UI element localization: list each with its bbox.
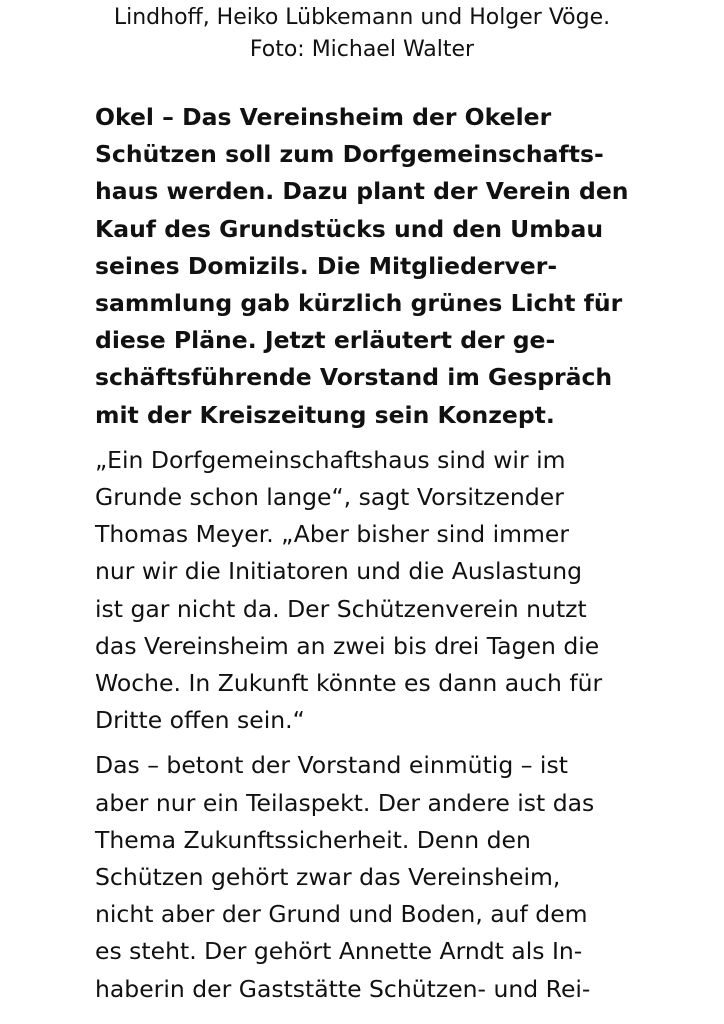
body-line: haberin der Gaststätte Schützen- und Rei- [95,974,591,1003]
lead-line: schäftsführende Vorstand im Gespräch [95,363,613,392]
lead-line: haus werden. Dazu plant der Verein den [95,177,629,206]
body-line: das Vereinsheim an zwei bis drei Tagen die [95,631,600,660]
photo-caption [0,2,724,66]
lead-line: seines Domizils. Die Mitgliederver- [95,251,558,280]
body-line: nur wir die Initiatoren und die Auslastung [95,557,583,586]
body-line: Thomas Meyer. „Aber bisher sind immer [95,520,570,549]
body-line: nicht aber der Grund und Boden, auf dem [95,900,588,929]
lead-line: Kauf des Grundstücks und den Umbau [95,214,604,243]
lead-line: Okel – Das Vereinsheim der Okeler [95,103,552,131]
body-paragraph-quote [95,442,655,740]
body-paragraph-vorstand [95,747,655,1007]
lead-line: sammlung gab kürzlich grünes Licht für [95,289,623,318]
body-line: Das – betont der Vorstand einmütig – ist [95,751,568,780]
caption-line: Lindhoff, Heiko Lübkemann und Holger Vöge. [113,5,611,30]
body-line: Schützen gehört zwar das Vereinsheim, [95,863,561,892]
lead-paragraph [95,99,655,434]
body-line: ist gar nicht da. Der Schützenverein nutzt [95,594,587,623]
body-line: Thema Zukunftssicherheit. Denn den [95,825,531,854]
caption-line: Foto: Michael Walter [249,37,475,62]
body-line: es steht. Der gehört Annette Arndt als In- [95,937,583,966]
lead-line: Schützen soll zum Dorfgemeinschafts- [95,140,604,169]
article-body [95,99,655,1016]
body-line: Woche. In Zukunft könnte es dann auch für [95,669,603,698]
body-line: Dritte offen sein.“ [95,706,305,735]
body-line: Grunde schon lange“, sagt Vorsitzender [95,483,564,512]
body-line: aber nur ein Teilaspekt. Der andere ist das [95,788,595,817]
lead-line: diese Pläne. Jetzt erläutert der ge- [95,326,556,355]
lead-line: mit der Kreiszeitung sein Konzept. [95,400,555,429]
body-line: „Ein Dorfgemeinschaftshaus sind wir im [95,445,566,474]
